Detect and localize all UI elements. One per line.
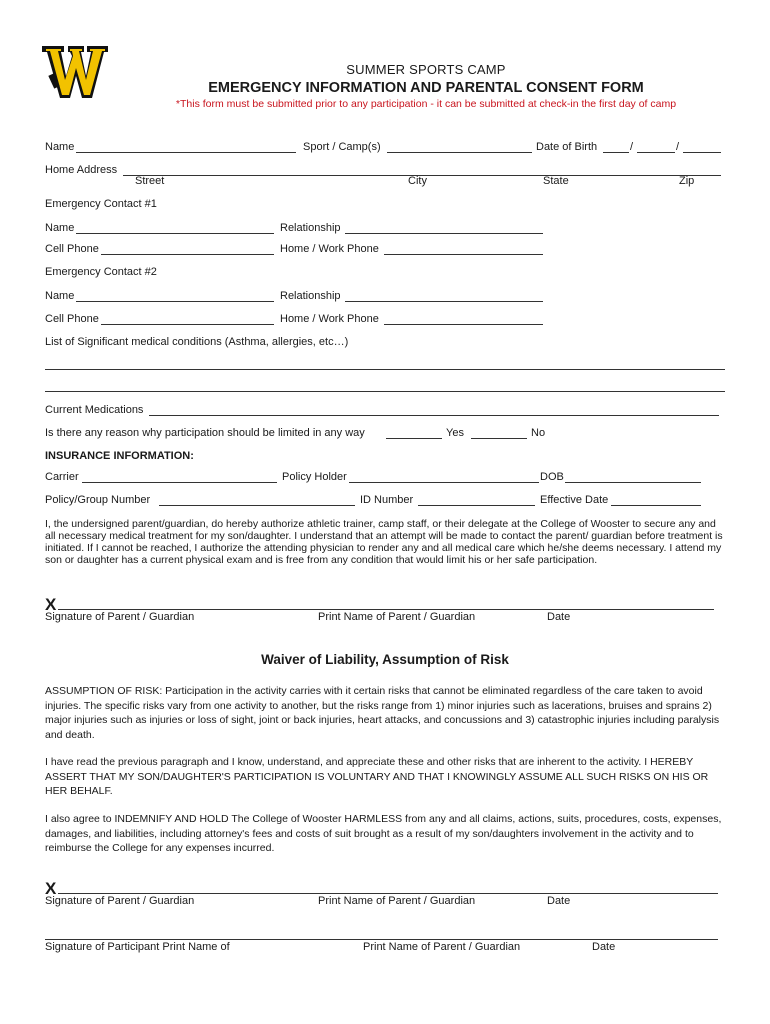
form-title: EMERGENCY INFORMATION AND PARENTAL CONSENT FORM: [208, 80, 644, 96]
home-address-label: Home Address: [45, 164, 118, 176]
ec1-name-label: Name: [45, 222, 75, 234]
signature-2-x-mark: X: [45, 879, 57, 898]
medical-conditions-line-2[interactable]: [45, 391, 725, 392]
emergency-contact-1-heading: Emergency Contact #1: [45, 198, 157, 210]
limit-yes-label: Yes: [446, 427, 464, 439]
ec2-home-work-field[interactable]: [384, 324, 543, 325]
medical-conditions-line-1[interactable]: [45, 369, 725, 370]
zip-label: Zip: [679, 175, 695, 187]
ec2-cell-label: Cell Phone: [45, 313, 99, 325]
policy-group-label: Policy/Group Number: [45, 494, 151, 506]
effective-date-label: Effective Date: [540, 494, 609, 506]
policy-holder-field[interactable]: [349, 482, 539, 483]
ec2-home-work-label: Home / Work Phone: [280, 313, 379, 325]
limit-no-field[interactable]: [471, 438, 527, 439]
ec2-name-label: Name: [45, 290, 75, 302]
assumption-of-risk-paragraph: ASSUMPTION OF RISK: Participation in the activity carries with it certain risks that cannot be eliminated regardless of the care taken to avoid injuries. The specific risks vary from one activity to another, but the risks range from 1) minor injuries such as lacerations, bruises and sprains 2) major injuries such as injuries or loss of sight, joint or back injuries, heart attacks, and concussions and 3) catastrophic injuries including paralysis and death.: [45, 685, 720, 741]
limit-yes-field[interactable]: [386, 438, 442, 439]
insurance-heading: INSURANCE INFORMATION:: [45, 450, 194, 462]
emergency-contact-2-heading: Emergency Contact #2: [45, 266, 157, 278]
medical-conditions-label: List of Significant medical conditions (Asthma, allergies, etc…): [45, 336, 349, 348]
carrier-label: Carrier: [45, 471, 79, 483]
policy-group-field[interactable]: [159, 505, 355, 506]
dob-separator: /: [630, 141, 634, 153]
name-label: Name: [45, 141, 75, 153]
signature-3-line[interactable]: [45, 939, 718, 940]
assert-paragraph: I have read the previous paragraph and I know, understand, and appreciate these and other risks that are inherent to the activity. I HEREBY ASSERT THAT MY SON/DAUGHTER'S PARTICIPATION IS VOLUNTARY AND THAT I KNOWINGLY ASSUME ALL SUCH RISKS ON HIS OR HER BEHALF.: [45, 756, 709, 797]
ec1-name-field[interactable]: [76, 233, 274, 234]
current-medications-label: Current Medications: [45, 404, 144, 416]
signature-2-date-label: Date: [547, 895, 571, 907]
id-number-field[interactable]: [418, 505, 535, 506]
state-label: State: [543, 175, 569, 187]
signature-1-line[interactable]: [58, 609, 714, 610]
dob-month-field[interactable]: [603, 152, 629, 153]
signature-1-date-label: Date: [547, 611, 571, 623]
ec1-cell-label: Cell Phone: [45, 243, 99, 255]
sport-camp-field[interactable]: [387, 152, 532, 153]
effective-date-field[interactable]: [611, 505, 701, 506]
ec2-cell-field[interactable]: [101, 324, 274, 325]
current-medications-field[interactable]: [149, 415, 719, 416]
street-label: Street: [135, 175, 165, 187]
policy-holder-label: Policy Holder: [282, 471, 347, 483]
signature-3-print-name-label: Print Name of Parent / Guardian: [363, 941, 521, 953]
signature-2-parent-label: Signature of Parent / Guardian: [45, 895, 195, 907]
ec1-home-work-label: Home / Work Phone: [280, 243, 379, 255]
ec1-relationship-field[interactable]: [345, 233, 543, 234]
dob-day-field[interactable]: [637, 152, 675, 153]
name-field[interactable]: [76, 152, 296, 153]
ec1-cell-field[interactable]: [101, 254, 274, 255]
ec2-relationship-label: Relationship: [280, 290, 341, 302]
ec1-relationship-label: Relationship: [280, 222, 341, 234]
camp-title: SUMMER SPORTS CAMP: [346, 62, 506, 77]
waiver-title: Waiver of Liability, Assumption of Risk: [261, 652, 509, 667]
signature-1-x-mark: X: [45, 595, 57, 614]
dob-label: Date of Birth: [536, 141, 598, 153]
dob-separator: /: [676, 141, 680, 153]
consent-paragraph: I, the undersigned parent/guardian, do hereby authorize athletic trainer, camp staff, or their delegate at the College of Wooster to secure any and all necessary medical treatment for my son/daughter. I understand that an attempt will be made to contact the parent/ guardian before treatment is initiated. If I cannot be reached, I authorize the attending physician to render any and all medical care which he/she deems necessary. I attend my son or daughter has a current physical exam and is free from any condition that would limit his or her safe participation.: [45, 518, 723, 566]
ec2-relationship-field[interactable]: [345, 301, 543, 302]
insurance-dob-field[interactable]: [565, 482, 701, 483]
submission-notice: *This form must be submitted prior to any participation - it can be submitted at check-in the first day of camp: [175, 98, 677, 110]
signature-3-date-label: Date: [592, 941, 616, 953]
signature-2-line[interactable]: [58, 893, 718, 894]
signature-1-print-name-label: Print Name of Parent / Guardian: [318, 611, 476, 623]
limit-no-label: No: [531, 427, 546, 439]
dob-year-field[interactable]: [683, 152, 721, 153]
limit-question-label: Is there any reason why participation should be limited in any way: [45, 427, 365, 439]
ec1-home-work-field[interactable]: [384, 254, 543, 255]
signature-2-print-name-label: Print Name of Parent / Guardian: [318, 895, 476, 907]
sport-camp-label: Sport / Camp(s): [303, 141, 381, 153]
signature-1-parent-label: Signature of Parent / Guardian: [45, 611, 195, 623]
carrier-field[interactable]: [82, 482, 277, 483]
id-number-label: ID Number: [360, 494, 414, 506]
city-label: City: [408, 175, 427, 187]
ec2-name-field[interactable]: [76, 301, 274, 302]
indemnify-paragraph: I also agree to INDEMNIFY AND HOLD The College of Wooster HARMLESS from any and all claims, actions, suits, procedures, costs, expenses, damages, and liabilities, including attorney's fees and costs of suit brought as a result of my son/daughters involvement in the activity and to reimburse the College for any expenses incurred.: [45, 813, 722, 854]
participant-signature-label: Signature of Participant Print Name of: [45, 941, 230, 953]
insurance-dob-label: DOB: [540, 471, 564, 483]
